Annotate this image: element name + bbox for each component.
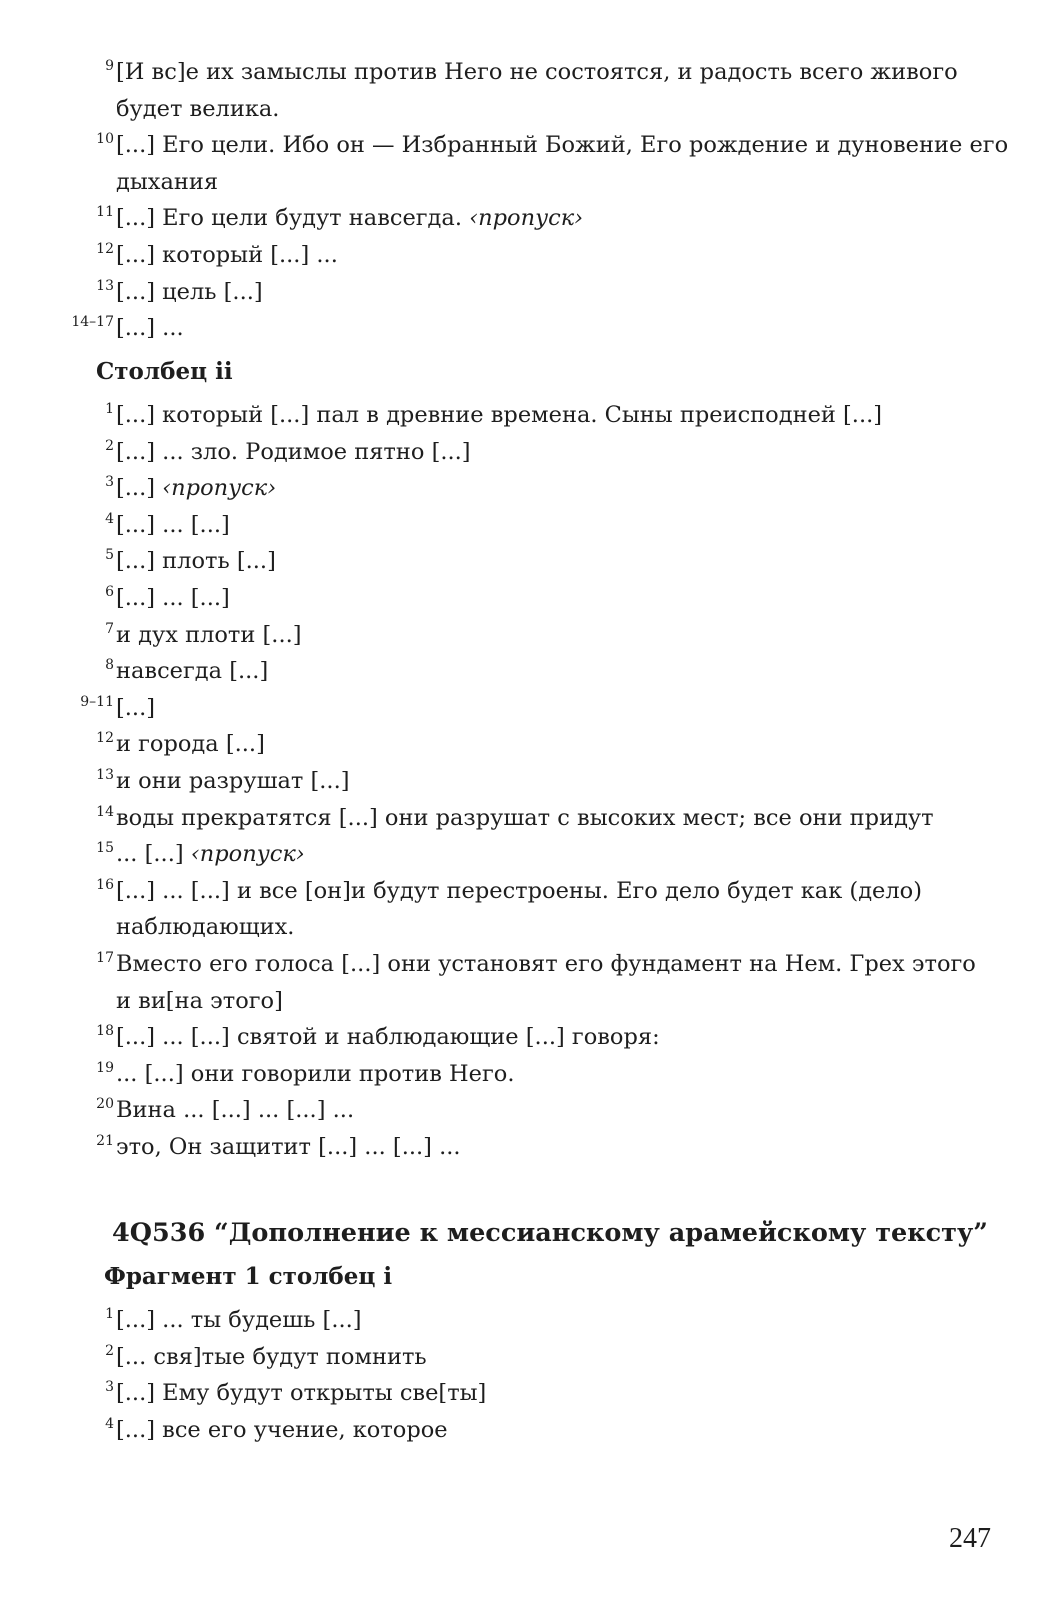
text-line bbox=[0, 763, 1057, 800]
line-text: [...] ... [...] святой и наблюдающие [...] говоря: bbox=[116, 1024, 660, 1051]
line-number: 3 bbox=[105, 1379, 114, 1396]
page-number: 247 bbox=[949, 1523, 991, 1554]
text-line bbox=[0, 653, 1057, 690]
line-text: [... свя]тые будут помнить bbox=[116, 1343, 427, 1370]
line-text: [...] ‹пропуск› bbox=[116, 475, 277, 502]
text-line bbox=[0, 54, 1057, 91]
text-line bbox=[0, 310, 1057, 347]
line-text: [...] Ему будут открыты све[ты] bbox=[116, 1380, 487, 1407]
text-line bbox=[0, 1019, 1057, 1056]
text-line bbox=[0, 200, 1057, 237]
line-text: [...] Его цели будут навсегда. ‹пропуск› bbox=[116, 205, 584, 232]
line-text: [...] цель [...] bbox=[116, 278, 263, 305]
line-text: и ви[на этого] bbox=[116, 987, 283, 1014]
line-text: [...] плоть [...] bbox=[116, 548, 276, 575]
line-text: [...] ... [...] и все [он]и будут перестроены. Его дело будет как (дело) bbox=[116, 877, 922, 904]
text-line bbox=[0, 397, 1057, 434]
text-line bbox=[0, 580, 1057, 617]
line-text: и они разрушат [...] bbox=[116, 767, 350, 794]
text-line bbox=[0, 1129, 1057, 1166]
section-title: 4Q536 “Дополнение к мессианскому арамейскому тексту” bbox=[112, 1218, 988, 1248]
text-line bbox=[0, 617, 1057, 654]
text-line bbox=[0, 1375, 1057, 1412]
text-line bbox=[0, 983, 1057, 1020]
line-text: это, Он защитит [...] ... [...] ... bbox=[116, 1133, 461, 1160]
line-number: 10 bbox=[96, 131, 114, 148]
line-text: дыхания bbox=[116, 168, 219, 195]
line-number: 18 bbox=[96, 1023, 114, 1040]
column-i-continuation bbox=[0, 54, 1057, 347]
line-number: 11 bbox=[96, 204, 114, 221]
line-text: [...] ... [...] bbox=[116, 511, 230, 538]
text-line bbox=[0, 946, 1057, 983]
line-text: будет велика. bbox=[116, 95, 280, 122]
line-number: 13 bbox=[96, 277, 114, 294]
line-number: 3 bbox=[105, 474, 114, 491]
line-number: 9 bbox=[105, 58, 114, 74]
line-number: 16 bbox=[96, 876, 114, 893]
text-line bbox=[0, 470, 1057, 507]
line-text: навсегда [...] bbox=[116, 658, 269, 685]
line-text: и дух плоти [...] bbox=[116, 621, 302, 648]
line-number: 9–11 bbox=[80, 693, 114, 710]
text-line bbox=[0, 726, 1057, 763]
heading-fragment-1-column-i: Фрагмент 1 столбец i bbox=[104, 1263, 393, 1290]
line-number: 17 bbox=[96, 949, 114, 966]
line-number: 21 bbox=[96, 1132, 114, 1149]
line-text: ... [...] они говорили против Него. bbox=[116, 1060, 515, 1087]
heading-column-ii: Столбец ii bbox=[96, 358, 233, 385]
text-line bbox=[0, 1302, 1057, 1339]
text-line bbox=[0, 1092, 1057, 1129]
text-line bbox=[0, 237, 1057, 274]
text-line bbox=[0, 434, 1057, 471]
line-text: [...] который [...] пал в древние времена. Сыны преисподней [...] bbox=[116, 402, 883, 428]
text-line bbox=[0, 543, 1057, 580]
text-line bbox=[0, 1056, 1057, 1093]
text-line bbox=[0, 836, 1057, 873]
text-line bbox=[0, 507, 1057, 544]
line-number: 6 bbox=[105, 583, 114, 600]
line-number: 4 bbox=[105, 510, 114, 527]
fragment-1-lines bbox=[0, 1302, 1057, 1448]
line-number: 2 bbox=[105, 1342, 114, 1359]
line-number: 1 bbox=[105, 401, 114, 417]
line-number: 12 bbox=[96, 240, 114, 257]
line-number: 13 bbox=[96, 766, 114, 783]
line-text: [...] Его цели. Ибо он — Избранный Божий, Его рождение и дуновение его bbox=[116, 132, 1009, 159]
line-number: 5 bbox=[105, 547, 114, 564]
text-line bbox=[0, 127, 1057, 164]
line-number: 14–17 bbox=[71, 314, 114, 331]
text-line bbox=[0, 1412, 1057, 1449]
line-number: 15 bbox=[96, 840, 114, 857]
line-number: 14 bbox=[96, 803, 114, 820]
text-line bbox=[0, 164, 1057, 201]
line-text: и города [...] bbox=[116, 731, 265, 758]
line-number: 19 bbox=[96, 1059, 114, 1076]
line-number: 20 bbox=[96, 1096, 114, 1113]
line-number: 1 bbox=[105, 1306, 114, 1322]
line-number: 4 bbox=[105, 1415, 114, 1432]
column-ii-lines bbox=[0, 397, 1057, 1165]
line-text: воды прекратятся [...] они разрушат с высоких мест; все они придут bbox=[116, 804, 934, 831]
line-text: [...] ... зло. Родимое пятно [...] bbox=[116, 438, 471, 465]
line-text: Вместо его голоса [...] они установят его фундамент на Нем. Грех этого bbox=[116, 950, 976, 977]
line-text: [...] ... bbox=[116, 315, 184, 342]
text-line bbox=[0, 1339, 1057, 1376]
line-number: 8 bbox=[105, 657, 114, 674]
line-text: [...] ... [...] bbox=[116, 584, 230, 611]
line-text: ... [...] ‹пропуск› bbox=[116, 841, 305, 868]
line-text: [...] bbox=[116, 694, 156, 721]
line-number: 2 bbox=[105, 437, 114, 454]
line-text: [...] ... ты будешь [...] bbox=[116, 1307, 362, 1333]
text-line bbox=[0, 91, 1057, 128]
line-text: наблюдающих. bbox=[116, 914, 295, 941]
line-text: Вина ... [...] ... [...] ... bbox=[116, 1097, 355, 1124]
line-text: [...] все его учение, которое bbox=[116, 1416, 448, 1443]
line-number: 7 bbox=[105, 620, 114, 637]
text-line bbox=[0, 909, 1057, 946]
text-line bbox=[0, 873, 1057, 910]
text-line bbox=[0, 274, 1057, 311]
line-text: [...] который [...] ... bbox=[116, 241, 338, 268]
text-line bbox=[0, 800, 1057, 837]
line-text: [И вс]е их замыслы против Него не состоятся, и радость всего живого bbox=[116, 59, 958, 85]
line-number: 12 bbox=[96, 730, 114, 747]
text-line bbox=[0, 690, 1057, 727]
